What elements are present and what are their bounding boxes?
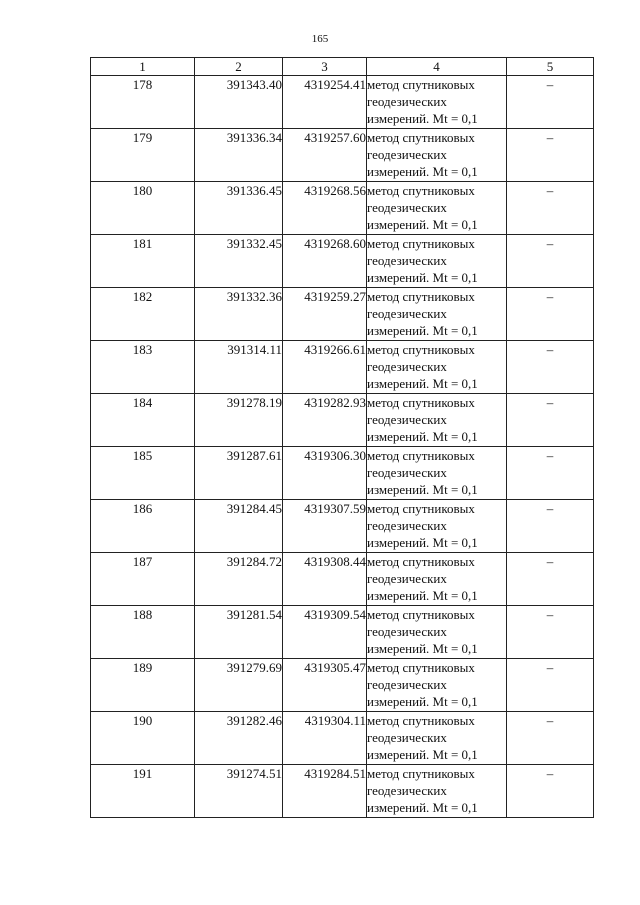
method-line: метод спутниковых [367,554,475,569]
method-line: измерений. Mt = 0,1 [367,694,478,709]
measurement-method [367,447,507,500]
measurement-method [367,341,507,394]
coordinate-x: 391336.34 [195,129,283,182]
point-number: 181 [91,235,195,288]
point-number: 182 [91,288,195,341]
measurement-method [367,394,507,447]
coordinate-y: 4319268.60 [283,235,367,288]
method-line: измерений. Mt = 0,1 [367,429,478,444]
measurement-method [367,235,507,288]
table-row [91,235,594,288]
method-line: геодезических [367,677,447,692]
method-line: геодезических [367,253,447,268]
measurement-method [367,553,507,606]
note-dash: – [507,76,594,129]
table-row [91,553,594,606]
method-line: метод спутниковых [367,713,475,728]
table-row [91,129,594,182]
table-row [91,500,594,553]
method-line: метод спутниковых [367,766,475,781]
point-number: 183 [91,341,195,394]
method-line: геодезических [367,94,447,109]
note-dash: – [507,129,594,182]
coordinate-y: 4319306.30 [283,447,367,500]
method-line: измерений. Mt = 0,1 [367,535,478,550]
table-row [91,606,594,659]
table-header-row [91,58,594,76]
coordinate-y: 4319307.59 [283,500,367,553]
coordinate-x: 391284.45 [195,500,283,553]
measurement-method [367,182,507,235]
coordinate-y: 4319254.41 [283,76,367,129]
table-row [91,341,594,394]
method-line: измерений. Mt = 0,1 [367,588,478,603]
coordinate-x: 391332.45 [195,235,283,288]
measurement-method [367,712,507,765]
measurement-method [367,765,507,818]
measurement-method [367,129,507,182]
coordinate-y: 4319282.93 [283,394,367,447]
coordinate-y: 4319309.54 [283,606,367,659]
point-number: 191 [91,765,195,818]
method-line: измерений. Mt = 0,1 [367,747,478,762]
table-row [91,288,594,341]
note-dash: – [507,394,594,447]
method-line: метод спутниковых [367,236,475,251]
method-line: измерений. Mt = 0,1 [367,164,478,179]
point-number: 180 [91,182,195,235]
point-number: 185 [91,447,195,500]
coordinate-y: 4319266.61 [283,341,367,394]
coordinate-y: 4319268.56 [283,182,367,235]
table-row [91,76,594,129]
note-dash: – [507,447,594,500]
method-line: метод спутниковых [367,501,475,516]
measurement-method [367,288,507,341]
method-line: метод спутниковых [367,183,475,198]
coordinate-x: 391281.54 [195,606,283,659]
method-line: метод спутниковых [367,607,475,622]
method-line: измерений. Mt = 0,1 [367,482,478,497]
method-line: геодезических [367,624,447,639]
coordinate-y: 4319259.27 [283,288,367,341]
coordinate-x: 391343.40 [195,76,283,129]
page-number: 165 [311,33,329,45]
table-row [91,394,594,447]
coordinate-x: 391336.45 [195,182,283,235]
method-line: метод спутниковых [367,448,475,463]
method-line: измерений. Mt = 0,1 [367,641,478,656]
note-dash: – [507,765,594,818]
note-dash: – [507,288,594,341]
coordinate-y: 4319257.60 [283,129,367,182]
column-header-5: 5 [507,58,594,76]
coordinate-x: 391287.61 [195,447,283,500]
method-line: метод спутниковых [367,289,475,304]
coordinate-x: 391282.46 [195,712,283,765]
method-line: геодезических [367,730,447,745]
column-header-3: 3 [283,58,367,76]
note-dash: – [507,606,594,659]
method-line: измерений. Mt = 0,1 [367,270,478,285]
table-row [91,712,594,765]
measurement-method [367,500,507,553]
method-line: геодезических [367,200,447,215]
point-number: 187 [91,553,195,606]
column-header-4: 4 [367,58,507,76]
method-line: геодезических [367,147,447,162]
method-line: метод спутниковых [367,130,475,145]
method-line: метод спутниковых [367,342,475,357]
measurement-method [367,606,507,659]
column-header-1: 1 [91,58,195,76]
method-line: измерений. Mt = 0,1 [367,376,478,391]
method-line: геодезических [367,359,447,374]
table-row [91,659,594,712]
method-line: метод спутниковых [367,660,475,675]
method-line: метод спутниковых [367,395,475,410]
note-dash: – [507,712,594,765]
coordinate-x: 391279.69 [195,659,283,712]
coordinate-x: 391284.72 [195,553,283,606]
point-number: 178 [91,76,195,129]
method-line: метод спутниковых [367,77,475,92]
method-line: измерений. Mt = 0,1 [367,800,478,815]
method-line: измерений. Mt = 0,1 [367,217,478,232]
method-line: геодезических [367,465,447,480]
point-number: 190 [91,712,195,765]
note-dash: – [507,235,594,288]
point-number: 179 [91,129,195,182]
coordinate-x: 391314.11 [195,341,283,394]
method-line: измерений. Mt = 0,1 [367,323,478,338]
note-dash: – [507,341,594,394]
coordinate-y: 4319308.44 [283,553,367,606]
coordinate-x: 391332.36 [195,288,283,341]
note-dash: – [507,659,594,712]
coordinate-y: 4319305.47 [283,659,367,712]
coordinate-x: 391274.51 [195,765,283,818]
method-line: геодезических [367,783,447,798]
coordinates-table [90,57,594,818]
method-line: геодезических [367,518,447,533]
point-number: 188 [91,606,195,659]
coordinate-x: 391278.19 [195,394,283,447]
method-line: геодезических [367,412,447,427]
table-row [91,447,594,500]
column-header-2: 2 [195,58,283,76]
table-row [91,182,594,235]
point-number: 184 [91,394,195,447]
point-number: 186 [91,500,195,553]
method-line: геодезических [367,571,447,586]
note-dash: – [507,500,594,553]
coordinate-y: 4319304.11 [283,712,367,765]
point-number: 189 [91,659,195,712]
coordinate-y: 4319284.51 [283,765,367,818]
method-line: измерений. Mt = 0,1 [367,111,478,126]
note-dash: – [507,182,594,235]
measurement-method [367,659,507,712]
note-dash: – [507,553,594,606]
measurement-method [367,76,507,129]
table-row [91,765,594,818]
method-line: геодезических [367,306,447,321]
